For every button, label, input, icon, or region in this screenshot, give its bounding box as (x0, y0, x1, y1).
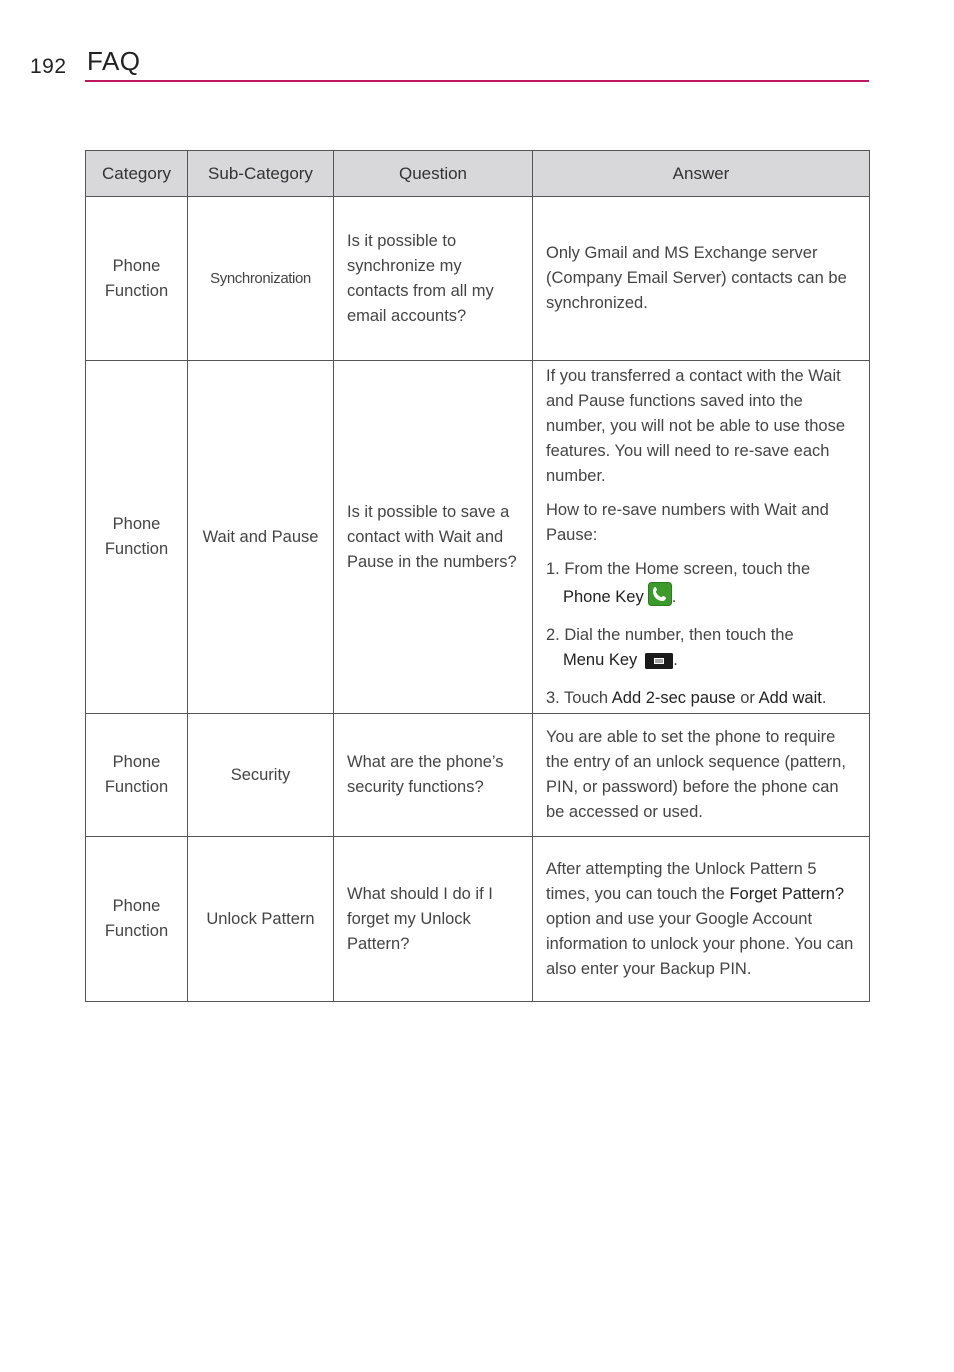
add-wait-option: Add wait (758, 688, 822, 707)
answer-text-post: option and use your Google Account information to unlock your phone. You can also enter your Backup PIN. (546, 909, 854, 978)
category-cell: Phone Function (86, 197, 188, 361)
forget-pattern-option: Forget Pattern? (729, 884, 845, 903)
question-cell: Is it possible to save a contact with Wait and Pause in the numbers? (334, 361, 533, 714)
menu-key-label: Menu Key (563, 650, 638, 669)
column-header-sub-category: Sub-Category (188, 151, 334, 197)
table-row (86, 197, 870, 361)
step-1-text: 1. From the Home screen, touch the (546, 559, 811, 578)
step-3 (546, 686, 856, 711)
answer-cell: Only Gmail and MS Exchange server (Company Email Server) contacts can be synchronized. (533, 197, 870, 361)
step-3-or: or (740, 688, 755, 707)
answer-howto: How to re-save numbers with Wait and Pause: (546, 500, 829, 544)
step-3-text: 3. Touch (546, 688, 609, 707)
table-row (86, 361, 870, 714)
column-header-category: Category (86, 151, 188, 197)
table-header-row (86, 151, 870, 197)
column-header-answer: Answer (533, 151, 870, 197)
question-cell: What are the phone’s security functions? (334, 714, 533, 837)
phone-key-icon (648, 582, 672, 614)
answer-text-pre: After attempting the Unlock Pattern 5 times, you can touch the (546, 859, 817, 903)
period: . (671, 587, 677, 606)
phone-key-label: Phone Key (563, 587, 644, 606)
add-2-sec-pause-option: Add 2-sec pause (611, 688, 736, 707)
page-number: 192 (30, 55, 67, 78)
answer-intro: If you transferred a contact with the Wait and Pause functions saved into the number, you will not be able to use those features. You will need to re-save each number. (546, 366, 846, 485)
step-1 (546, 557, 856, 614)
question-cell: What should I do if I forget my Unlock Pattern? (334, 837, 533, 1002)
answer-cell (533, 837, 870, 1002)
period: . (821, 688, 827, 707)
column-header-question: Question (334, 151, 533, 197)
step-2 (546, 623, 856, 677)
category-cell: Phone Function (86, 361, 188, 714)
period: . (673, 650, 678, 669)
menu-key-icon (645, 652, 673, 677)
question-cell: Is it possible to synchronize my contacts from all my email accounts? (334, 197, 533, 361)
category-cell: Phone Function (86, 837, 188, 1002)
sub-category-cell: Security (188, 714, 334, 837)
sub-category-cell: Synchronization (188, 197, 334, 361)
title-rule (85, 80, 869, 82)
faq-table (85, 150, 870, 1002)
table-row (86, 837, 870, 1002)
table-row (86, 714, 870, 837)
sub-category-cell: Unlock Pattern (188, 837, 334, 1002)
answer-cell (533, 361, 870, 714)
page-title: FAQ (87, 46, 141, 76)
category-cell: Phone Function (86, 714, 188, 837)
step-2-text: 2. Dial the number, then touch the (546, 625, 794, 644)
sub-category-cell: Wait and Pause (188, 361, 334, 714)
answer-cell: You are able to set the phone to require the entry of an unlock sequence (pattern, PIN, or password) before the phone can be accessed or used. (533, 714, 870, 837)
